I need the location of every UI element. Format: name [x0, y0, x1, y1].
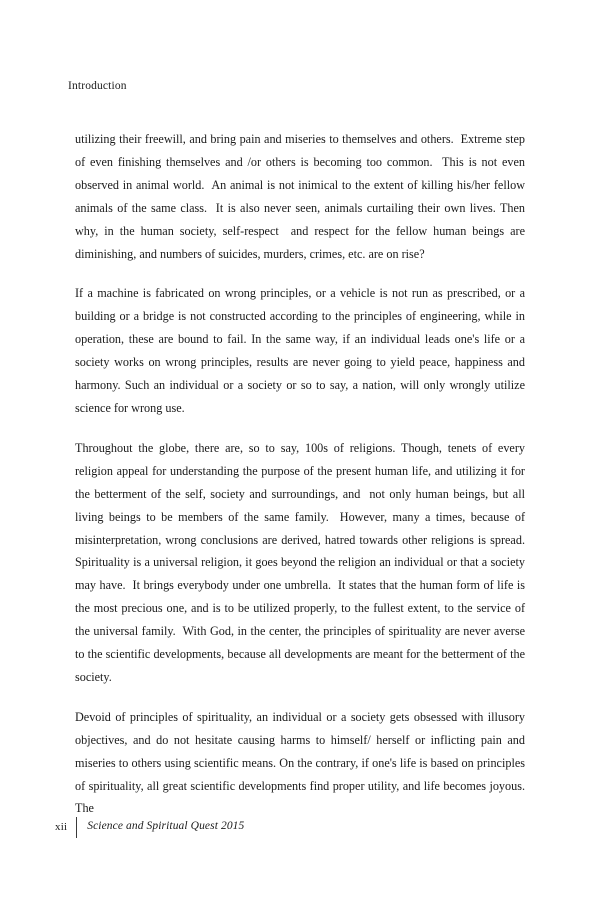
running-head: Introduction: [68, 80, 127, 92]
paragraph: Throughout the globe, there are, so to say, 100s of religions. Though, tenets of every religion appeal for understanding the purpose of the present human life, and utilizing it for the betterment of the self, society and surroundings, and not only human beings, but all living beings to be members of the same family. However, many a times, because of misinterpretation, wrong conclusions are derived, hatred towards other religions is spread. Spirituality is a universal religion, it goes beyond the religion an individual or that a society may have. It brings everybody under one umbrella. It states that the human form of life is the most precious one, and is to be utilized properly, to the fullest extent, to the service of the universal family. With God, in the center, the principles of spirituality are never averse to the scientific developments, because all developments are meant for the betterment of the society.: [75, 440, 532, 684]
body-text-column: [75, 128, 532, 820]
paragraph: utilizing their freewill, and bring pain and miseries to themselves and others. Extreme step of even finishing themselves and /or others is becoming too common. This is not even observed in animal world. An animal is not inimical to the extent of killing his/her fellow animals of the same class. It is also never seen, animals curtailing their own lives. Then why, in the human society, self-respect and respect for the fellow human beings are diminishing, and numbers of suicides, murders, crimes, etc. are on rise?: [75, 132, 529, 261]
paragraph: Devoid of principles of spirituality, an individual or a society gets obsessed with illusory objectives, and do not hesitate causing harms to himself/ herself or inflicting pain and miseries to others using scientific means. On the contrary, if one's life is based on principles of spirituality, all great scientific developments find proper utility, and life becomes joyous. The: [75, 709, 529, 816]
paragraph: If a machine is fabricated on wrong principles, or a vehicle is not run as prescribed, or a building or a bridge is not constructed according to the principles of engineering, while in operation, these are bound to fail. In the same way, if an individual leads one's life or a society works on wrong principles, results are never going to yield peace, happiness and harmony. Such an individual or a society or so to say, a nation, will only wrongly utilize science for wrong use.: [75, 286, 529, 415]
footer-book-title: Science and Spiritual Quest 2015: [87, 820, 245, 833]
page-number: xii: [55, 820, 68, 833]
page-footer: [55, 816, 244, 838]
